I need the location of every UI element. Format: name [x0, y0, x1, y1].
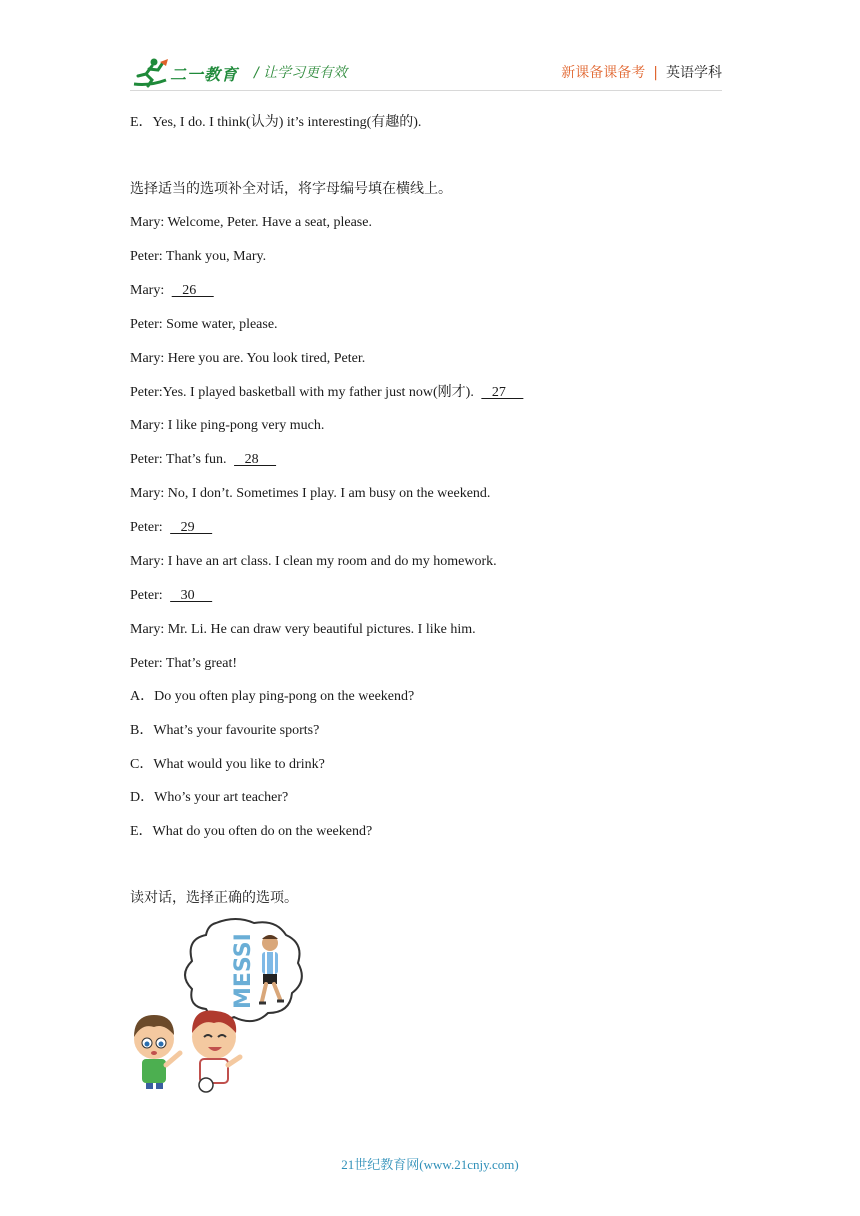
header-separator: | — [653, 65, 658, 81]
option-item: A．Do you often play ping-pong on the weekend? — [130, 689, 415, 704]
section1-instruction: 选择适当的选项补全对话，将字母编号填在横线上。 — [130, 181, 452, 197]
header-tag-subject: 英语学科 — [666, 65, 722, 81]
option-item: E．What do you often do on the weekend? — [130, 824, 373, 840]
answer-blank[interactable]: 30 — [170, 587, 213, 603]
header-divider — [130, 90, 722, 91]
dialogue-line — [130, 350, 365, 368]
option-item: D．Who’s your art teacher? — [130, 790, 289, 806]
dialogue-text: Mary: I have an art class. I clean my room and do my homework. — [130, 554, 497, 569]
dialogue-line — [130, 248, 266, 266]
header-tag-prep: 新课备课备考 — [561, 65, 646, 81]
answer-blank[interactable]: 29 — [170, 520, 213, 536]
bubble-text: MESSI — [231, 933, 256, 1009]
answer-blank[interactable]: 26 — [171, 282, 214, 298]
dialogue-text: Mary: I like ping-pong very much. — [130, 418, 325, 434]
option-item: C．What would you like to drink? — [130, 756, 325, 772]
dialogue-line — [130, 485, 490, 503]
boy-left — [134, 1015, 180, 1089]
section2-instruction: 读对话，选择正确的选项。 — [130, 890, 298, 906]
dialogue-line — [130, 417, 324, 435]
dialogue-text: Peter:Yes. I played basketball with my father just now(刚才). — [130, 384, 478, 400]
dialogue-text: Peter: That’s fun. — [130, 452, 231, 468]
prev-option-e: E．Yes, I do. I think(认为) it’s interesting(有趣的). — [130, 115, 422, 130]
dialogue-line — [130, 655, 237, 673]
kids-messi-illustration — [126, 915, 316, 1100]
dialogue-line — [130, 519, 212, 537]
dialogue-text: Mary: Here you are. You look tired, Peter. — [130, 350, 366, 366]
dialogue-text: Peter: Some water, please. — [130, 316, 278, 332]
dialogue-text: Mary: No, I don’t. Sometimes I play. I am busy on the weekend. — [130, 486, 491, 502]
answer-blank[interactable]: 27 — [481, 384, 524, 400]
page-footer: 21世纪教育网(www.21cnjy.com) — [341, 1157, 519, 1172]
dialogue-line — [130, 587, 212, 605]
dialogue-text: Mary: — [130, 282, 168, 298]
dialogue-line — [130, 214, 372, 232]
dialogue-line — [130, 553, 497, 571]
dialogue-text: Peter: — [130, 587, 167, 603]
dialogue-text: Peter: — [130, 520, 167, 536]
dialogue-text: Mary: Welcome, Peter. Have a seat, please. — [130, 215, 372, 230]
dialogue-line — [130, 451, 276, 469]
dialogue-line — [130, 384, 523, 402]
slogan: / 让学习更有效 — [254, 65, 348, 81]
option-item: B．What’s your favourite sports? — [130, 722, 320, 738]
dialogue-line — [130, 316, 278, 334]
dialogue-line — [130, 621, 476, 639]
dialogue-text: Peter: Thank you, Mary. — [130, 248, 267, 264]
dialogue-text: Peter: That’s great! — [130, 655, 238, 671]
dialogue-text: Mary: Mr. Li. He can draw very beautiful pictures. I like him. — [130, 621, 476, 637]
boy-right — [192, 1010, 240, 1092]
answer-blank[interactable]: 28 — [234, 452, 277, 468]
logo-text: 二一教育 — [170, 65, 239, 84]
header-right — [561, 62, 722, 82]
page-header — [130, 56, 730, 90]
dialogue-line — [130, 282, 214, 300]
